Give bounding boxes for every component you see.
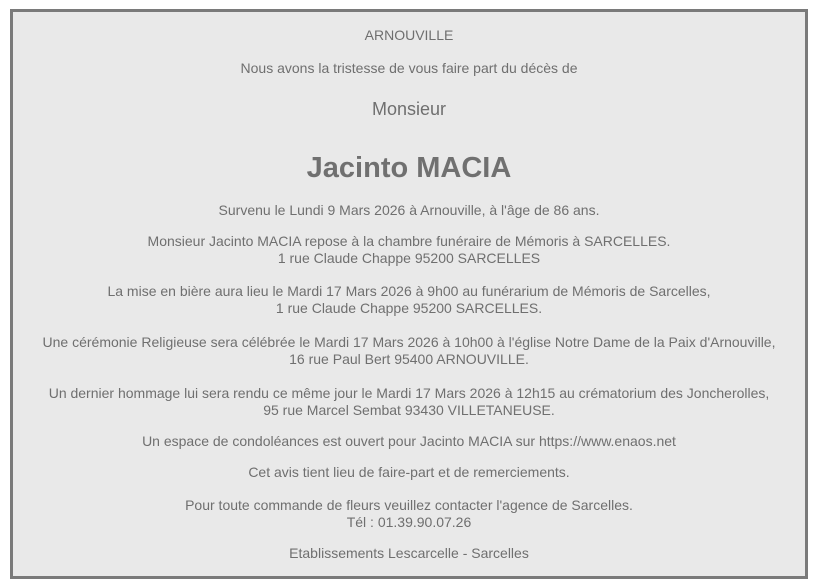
tribute-line-2: 95 rue Marcel Sembat 93430 VILLETANEUSE. <box>263 402 555 418</box>
coffin-line-2: 1 rue Claude Chappe 95200 SARCELLES. <box>275 300 543 316</box>
death-info: Survenu le Lundi 9 Mars 2026 à Arnouville, à l'âge de 86 ans. <box>218 202 600 218</box>
condolences-text: Un espace de condoléances est ouvert pour Jacinto MACIA sur https://www.enaos.net <box>142 433 676 449</box>
deceased-name: Jacinto MACIA <box>306 152 512 184</box>
town-heading: ARNOUVILLE <box>364 27 454 43</box>
death-notice <box>10 9 808 579</box>
ceremony-line-1: Une cérémonie Religieuse sera célébrée le Mardi 17 Mars 2026 à 10h00 à l'église Notre Dame de la Paix d'Arnouville, <box>42 334 776 350</box>
intro-text: Nous avons la tristesse de vous faire part du décès de <box>240 60 578 76</box>
funeral-home: Etablissements Lescarcelle - Sarcelles <box>289 545 529 561</box>
flowers-phone: Tél : 01.39.90.07.26 <box>346 514 472 530</box>
tribute-line-1: Un dernier hommage lui sera rendu ce même jour le Mardi 17 Mars 2026 à 12h15 au crématorium des Joncherolles, <box>48 385 770 401</box>
rest-line-2: 1 rue Claude Chappe 95200 SARCELLES <box>277 250 541 266</box>
thanks-text: Cet avis tient lieu de faire-part et de remerciements. <box>248 464 570 480</box>
flowers-line-1: Pour toute commande de fleurs veuillez contacter l'agence de Sarcelles. <box>185 497 633 513</box>
ceremony-line-2: 16 rue Paul Bert 95400 ARNOUVILLE. <box>289 351 529 367</box>
civility-title: Monsieur <box>371 99 447 119</box>
rest-line-1: Monsieur Jacinto MACIA repose à la chambre funéraire de Mémoris à SARCELLES. <box>147 233 671 249</box>
coffin-line-1: La mise en bière aura lieu le Mardi 17 Mars 2026 à 9h00 au funérarium de Mémoris de Sarcelles, <box>107 283 711 299</box>
